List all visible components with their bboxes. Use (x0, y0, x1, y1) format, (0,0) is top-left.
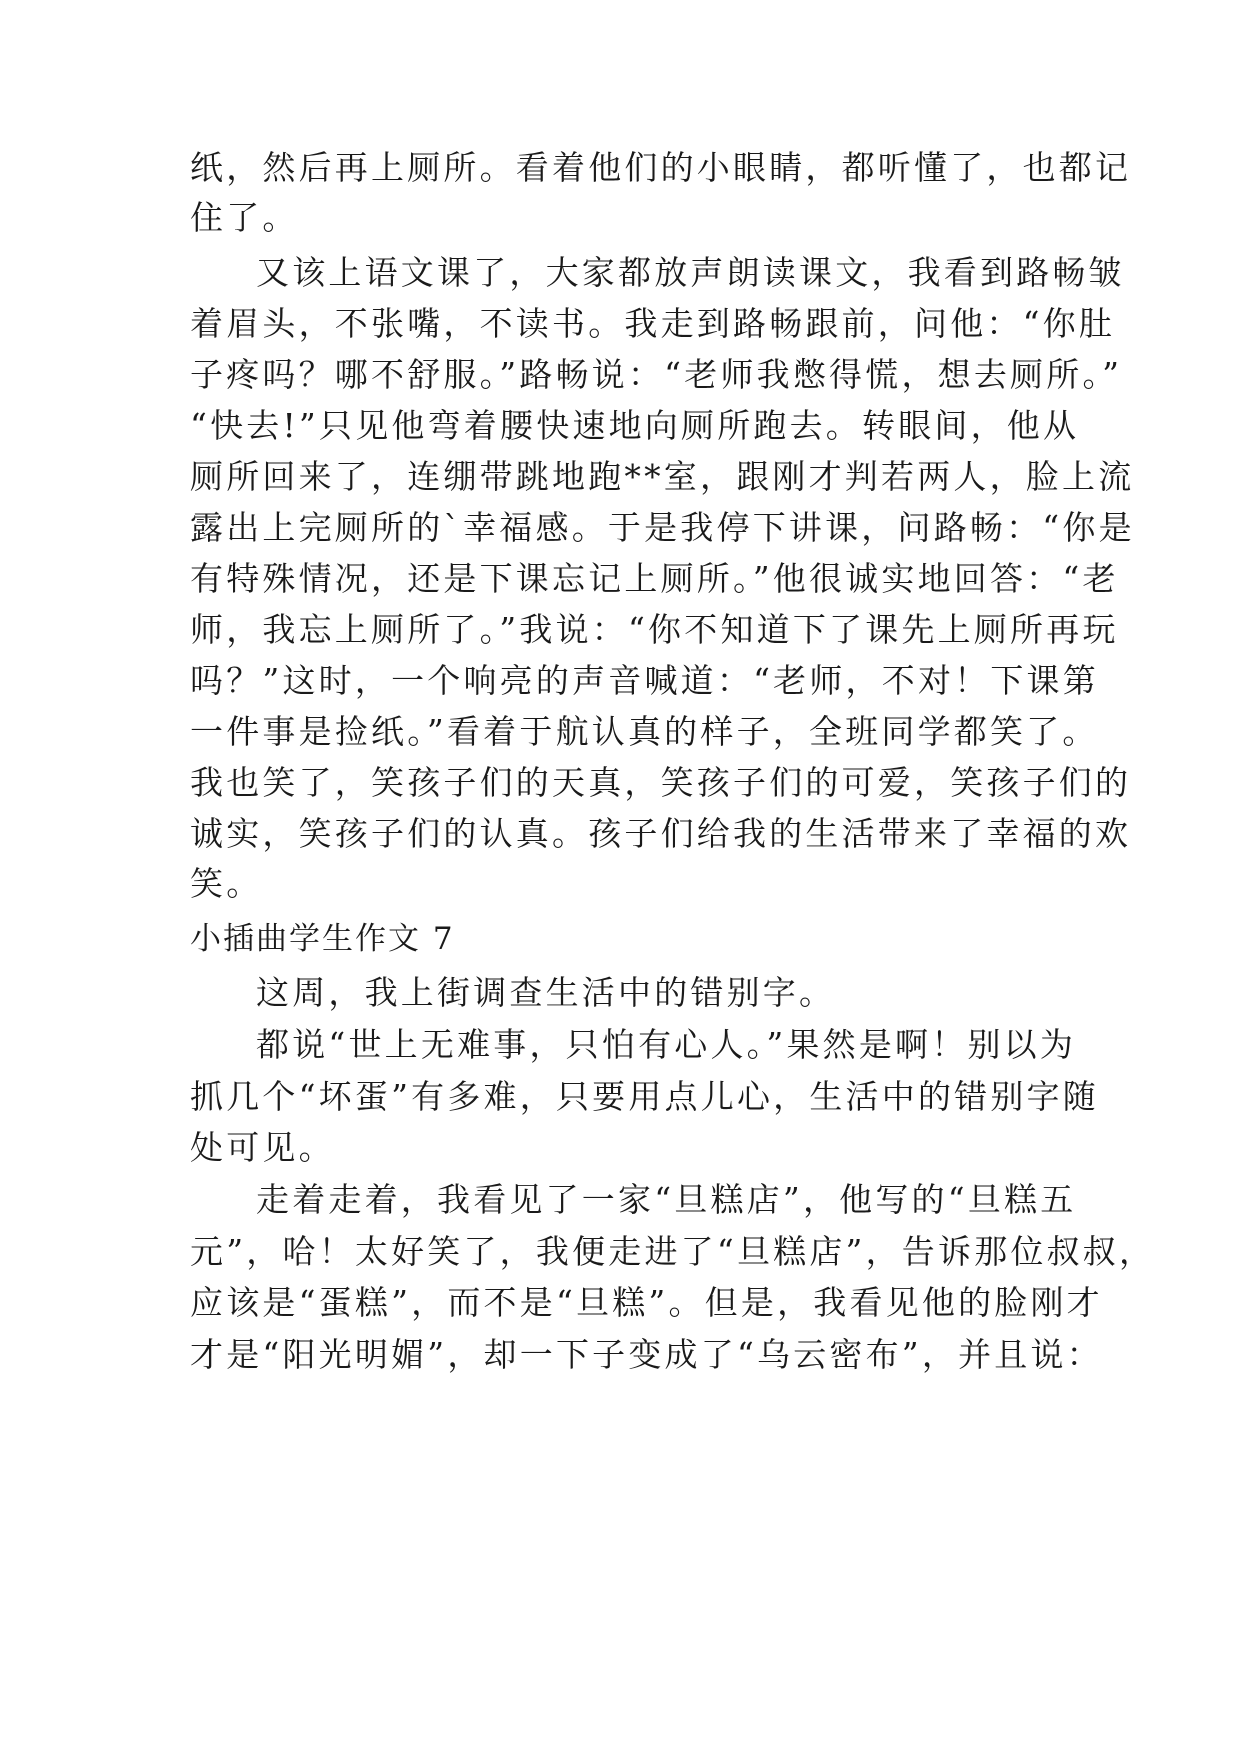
paragraph-line: 着眉头，不张嘴，不读书。我走到路畅跟前，问他：“你肚 (190, 304, 1116, 343)
paragraph-line: 子疼吗？哪不舒服。”路畅说：“老师我憋得慌，想去厕所。” (190, 355, 1123, 394)
paragraph-line: “快去!”只见他弯着腰快速地向厕所跑去。转眼间，他从 (190, 406, 1080, 445)
section-heading: 小插曲学生作文 7 (190, 921, 455, 957)
paragraph-line: 诚实，笑孩子们的认真。孩子们给我的生活带来了幸福的欢 (190, 814, 1132, 853)
paragraph-line: 一件事是捡纸。”看着于航认真的样子，全班同学都笑了。 (190, 712, 1099, 751)
paragraph-line: 有特殊情况，还是下课忘记上厕所。”他很诚实地回答：“老 (190, 559, 1119, 598)
paragraph-line: 笑。 (190, 864, 263, 903)
paragraph-line: 厕所回来了，连绷带跳地跑**室，跟刚才判若两人，脸上流 (190, 457, 1135, 496)
paragraph-line: 这周，我上街调查生活中的错别字。 (256, 973, 836, 1012)
paragraph-line: 应该是“蛋糕”，而不是“旦糕”。但是，我看见他的脸刚才 (190, 1283, 1103, 1322)
paragraph-line: 走着走着，我看见了一家“旦糕店”，他写的“旦糕五 (256, 1180, 1077, 1219)
paragraph-line: 才是“阳光明媚”，却一下子变成了“乌云密布”，并且说： (190, 1335, 1103, 1374)
paragraph-line: 我也笑了，笑孩子们的天真，笑孩子们的可爱，笑孩子们的 (190, 763, 1132, 802)
paragraph-line: 吗？”这时，一个响亮的声音喊道：“老师，不对！下课第 (190, 661, 1099, 700)
paragraph-line: 都说“世上无难事，只怕有心人。”果然是啊！别以为 (256, 1025, 1077, 1064)
paragraph-line: 又该上语文课了，大家都放声朗读课文，我看到路畅皱 (256, 253, 1125, 292)
paragraph-line: 处可见。 (190, 1128, 335, 1167)
paragraph-line: 师，我忘上厕所了。”我说：“你不知道下了课先上厕所再玩 (190, 610, 1119, 649)
paragraph-line: 露出上完厕所的`幸福感。于是我停下讲课，问路畅：“你是 (190, 508, 1135, 547)
paragraph-line: 元”，哈！太好笑了，我便走进了“旦糕店”，告诉那位叔叔， (190, 1232, 1156, 1271)
paragraph-line: 抓几个“坏蛋”有多难，只要用点儿心，生活中的错别字随 (190, 1077, 1099, 1116)
paragraph-line: 纸，然后再上厕所。看着他们的小眼睛，都听懂了，也都记 (190, 148, 1132, 187)
paragraph-line: 住了。 (190, 198, 299, 237)
